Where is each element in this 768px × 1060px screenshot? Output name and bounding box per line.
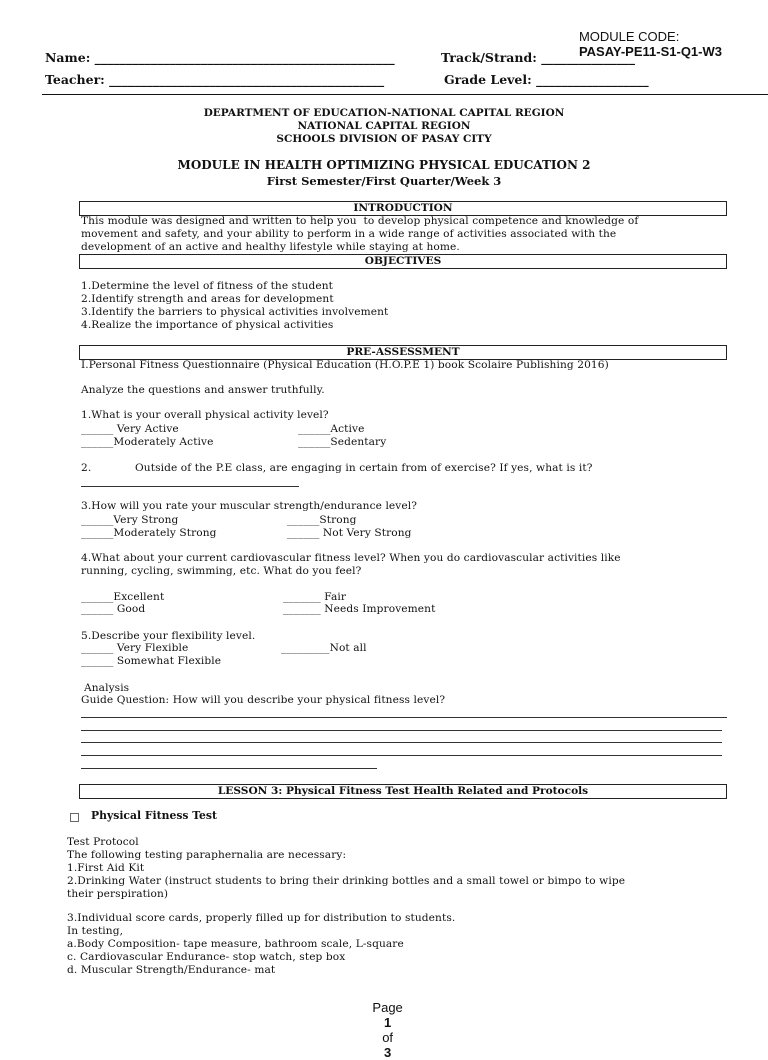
objective-item: 2.Identify strength and areas for development [81,293,334,305]
q3-option-strong[interactable]: ______Strong [287,514,357,526]
page-indicator [0,985,768,1060]
answer-line[interactable] [81,730,722,731]
lesson-line: d. Muscular Strength/Endurance- mat [67,964,276,976]
q4-option-needs-improvement[interactable]: _______ Needs Improvement [283,603,436,615]
lesson-line: 1.First Aid Kit [67,862,145,874]
page-total: 3 [384,1045,392,1060]
module-code-label: MODULE CODE: [578,29,680,44]
lesson-line: their perspiration) [67,888,169,900]
lesson-heading: LESSON 3: Physical Fitness Test Health Related and Protocols [79,784,727,799]
name-field[interactable]: Name: ________________________________________________ [45,50,395,65]
lesson-line: c. Cardiovascular Endurance- stop watch, step box [67,951,346,963]
lesson-line: The following testing paraphernalia are necessary: [67,849,347,861]
page-number: 1 [384,1015,392,1030]
q1-option-very-active[interactable]: ______ Very Active [81,423,179,435]
q4-option-good[interactable]: ______ Good [81,603,146,615]
q1-option-moderately-active[interactable]: ______Moderately Active [81,436,214,448]
lesson-line: a.Body Composition- tape measure, bathroom scale, L-square [67,938,404,950]
objectives-heading: OBJECTIVES [79,254,727,269]
pre-assessment-heading: PRE-ASSESSMENT [79,345,727,360]
questionnaire-source: I.Personal Fitness Questionnaire (Physical Education (H.O.P.E 1) book Scolaire Publishing 2016) [81,359,609,371]
question-4-line-1: 4.What about your current cardiovascular fitness level? When you do cardiovascular activities like [81,552,621,564]
track-strand-field[interactable]: Track/Strand: _______________ [441,50,635,65]
module-code-value: PASAY-PE11-S1-Q1-W3 [578,44,722,59]
q3-option-not-very-strong[interactable]: ______ Not Very Strong [287,527,412,539]
answer-line[interactable] [81,717,727,718]
semester-title: First Semester/First Quarter/Week 3 [266,174,502,188]
lesson-line: Test Protocol [67,836,139,848]
intro-line-1: This module was designed and written to help you to develop physical competence and knowledge of [81,215,639,227]
question-3: 3.How will you rate your muscular strength/endurance level? [81,500,418,512]
lesson-line: 3.Individual score cards, properly filled up for distribution to students. [67,912,456,924]
q5-option-somewhat-flexible[interactable]: ______ Somewhat Flexible [81,655,222,667]
objective-item: 1.Determine the level of fitness of the student [81,280,334,292]
intro-line-2: movement and safety, and your ability to perform in a wide range of activities associated with the [81,228,617,240]
lesson-subheading: Physical Fitness Test [91,809,217,822]
lesson-line: 2.Drinking Water (instruct students to bring their drinking bottles and a small towel or bimpo to wipe [67,875,626,887]
page-label: Page [372,1000,403,1015]
region-title: NATIONAL CAPITAL REGION [297,120,471,132]
module-title: MODULE IN HEALTH OPTIMIZING PHYSICAL EDUCATION 2 [177,158,591,172]
q4-option-excellent[interactable]: ______Excellent [81,591,165,603]
instruction-text: Analyze the questions and answer truthfully. [81,384,325,396]
intro-line-3: development of an active and healthy lifestyle while staying at home. [81,241,460,253]
answer-line[interactable] [81,755,722,756]
answer-line[interactable] [81,742,722,743]
q5-option-not-all[interactable]: _________Not all [281,642,367,654]
grade-level-field[interactable]: Grade Level: __________________ [444,72,649,87]
q5-option-very-flexible[interactable]: ______ Very Flexible [81,642,189,654]
guide-question: Guide Question: How will you describe your physical fitness level? [81,694,446,706]
q3-option-moderately-strong[interactable]: ______Moderately Strong [81,527,217,539]
lesson-line: In testing, [67,925,124,937]
header-divider [42,94,768,95]
dept-title: DEPARTMENT OF EDUCATION-NATIONAL CAPITAL REGION [203,107,565,119]
question-1: 1.What is your overall physical activity level? [81,409,329,421]
introduction-heading: INTRODUCTION [79,201,727,216]
bullet-box-icon [70,813,79,822]
question-2-number: 2. [81,462,92,474]
question-4-line-2: running, cycling, swimming, etc. What do you feel? [81,565,362,577]
objective-item: 3.Identify the barriers to physical activities involvement [81,306,389,318]
q2-answer-line[interactable] [81,486,299,487]
question-2: Outside of the P.E class, are engaging in certain from of exercise? If yes, what is it? [135,462,593,474]
teacher-field[interactable]: Teacher: ____________________________________________ [45,72,385,87]
q4-option-fair[interactable]: _______ Fair [283,591,347,603]
question-5: 5.Describe your flexibility level. [81,630,256,642]
analysis-label: Analysis [84,682,130,694]
q1-option-active[interactable]: ______Active [298,423,365,435]
q3-option-very-strong[interactable]: ______Very Strong [81,514,179,526]
division-title: SCHOOLS DIVISION OF PASAY CITY [276,133,492,145]
q1-option-sedentary[interactable]: ______Sedentary [298,436,387,448]
of-label: of [382,1030,394,1045]
objective-item: 4.Realize the importance of physical activities [81,319,334,331]
answer-line[interactable] [81,768,377,769]
